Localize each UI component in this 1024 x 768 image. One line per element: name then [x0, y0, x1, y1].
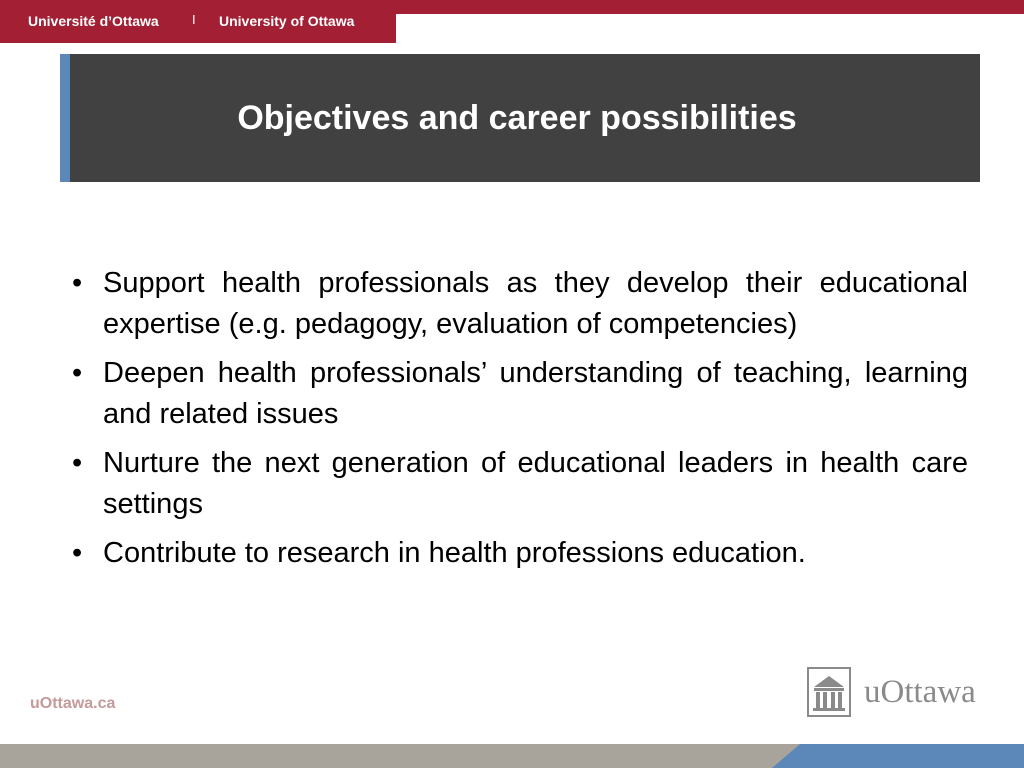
bullet-text: Support health professionals as they develop their educational expertise (e.g. pedagogy, evaluation of competencies): [103, 267, 968, 340]
banner-separator: I: [192, 12, 196, 27]
french-university-name: Université d’Ottawa: [28, 13, 159, 29]
bullet-text: Nurture the next generation of educational leaders in health care settings: [103, 447, 968, 520]
bullet-dot: •: [72, 537, 83, 569]
university-banner: [0, 0, 396, 43]
bullet-text: Deepen health professionals’ understanding of teaching, learning and related issues: [103, 357, 968, 430]
title-bar: [70, 54, 980, 182]
bullet-item: [72, 443, 968, 525]
slide-title: Objectives and career possibilities: [237, 98, 797, 137]
bullet-item: [72, 353, 968, 435]
uottawa-logo: [806, 666, 976, 718]
bullet-text: Contribute to research in health professions education.: [103, 537, 806, 569]
bullet-item: [72, 533, 968, 574]
building-icon: [806, 666, 852, 718]
title-accent-stripe: [60, 54, 70, 182]
bullet-list: [72, 263, 968, 582]
bottom-band: [0, 744, 1024, 768]
bullet-dot: •: [72, 357, 83, 389]
bullet-item: [72, 263, 968, 345]
bullet-dot: •: [72, 447, 83, 479]
logo-wordmark: uOttawa: [864, 673, 976, 710]
bullet-dot: •: [72, 267, 83, 299]
english-university-name: University of Ottawa: [219, 13, 355, 29]
footer-url: uOttawa.ca: [30, 695, 116, 712]
